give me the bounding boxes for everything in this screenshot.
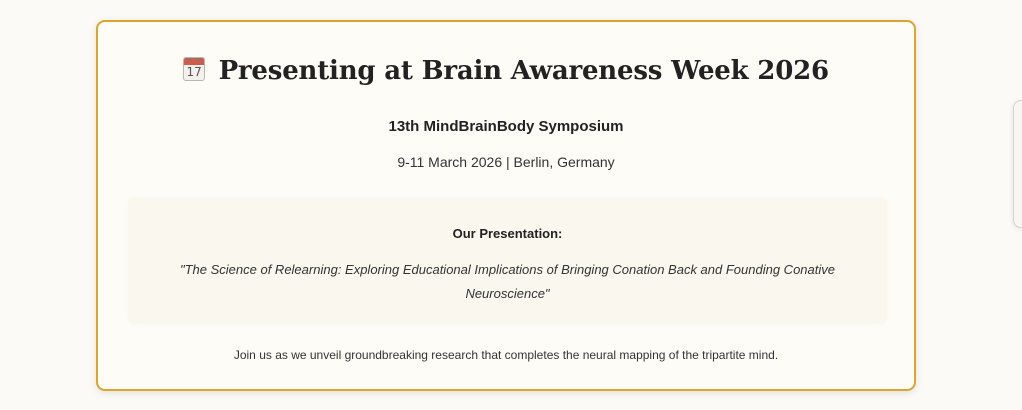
calendar-day-number: 17 — [186, 65, 202, 79]
calendar-header — [184, 58, 204, 65]
presentation-label: Our Presentation: — [452, 226, 563, 241]
calendar-ring — [197, 57, 200, 61]
event-title: Presenting at Brain Awareness Week 2026 — [218, 56, 829, 86]
calendar-ring — [188, 57, 191, 61]
event-date-location: 9-11 March 2026 | Berlin, Germany — [397, 154, 615, 170]
event-card — [96, 20, 916, 391]
side-panel-tab[interactable] — [1013, 100, 1022, 228]
title-row — [98, 56, 914, 86]
footer-text: Join us as we unveil groundbreaking research that completes the neural mapping of the tripartite mind. — [233, 348, 779, 362]
event-subtitle: 13th MindBrainBody Symposium — [388, 118, 624, 135]
calendar-icon — [183, 57, 205, 81]
presentation-title: "The Science of Relearning: Exploring Educational Implications of Bringing Conation Back and Founding Conative Neuroscience" — [179, 262, 835, 301]
presentation-box — [128, 198, 887, 324]
